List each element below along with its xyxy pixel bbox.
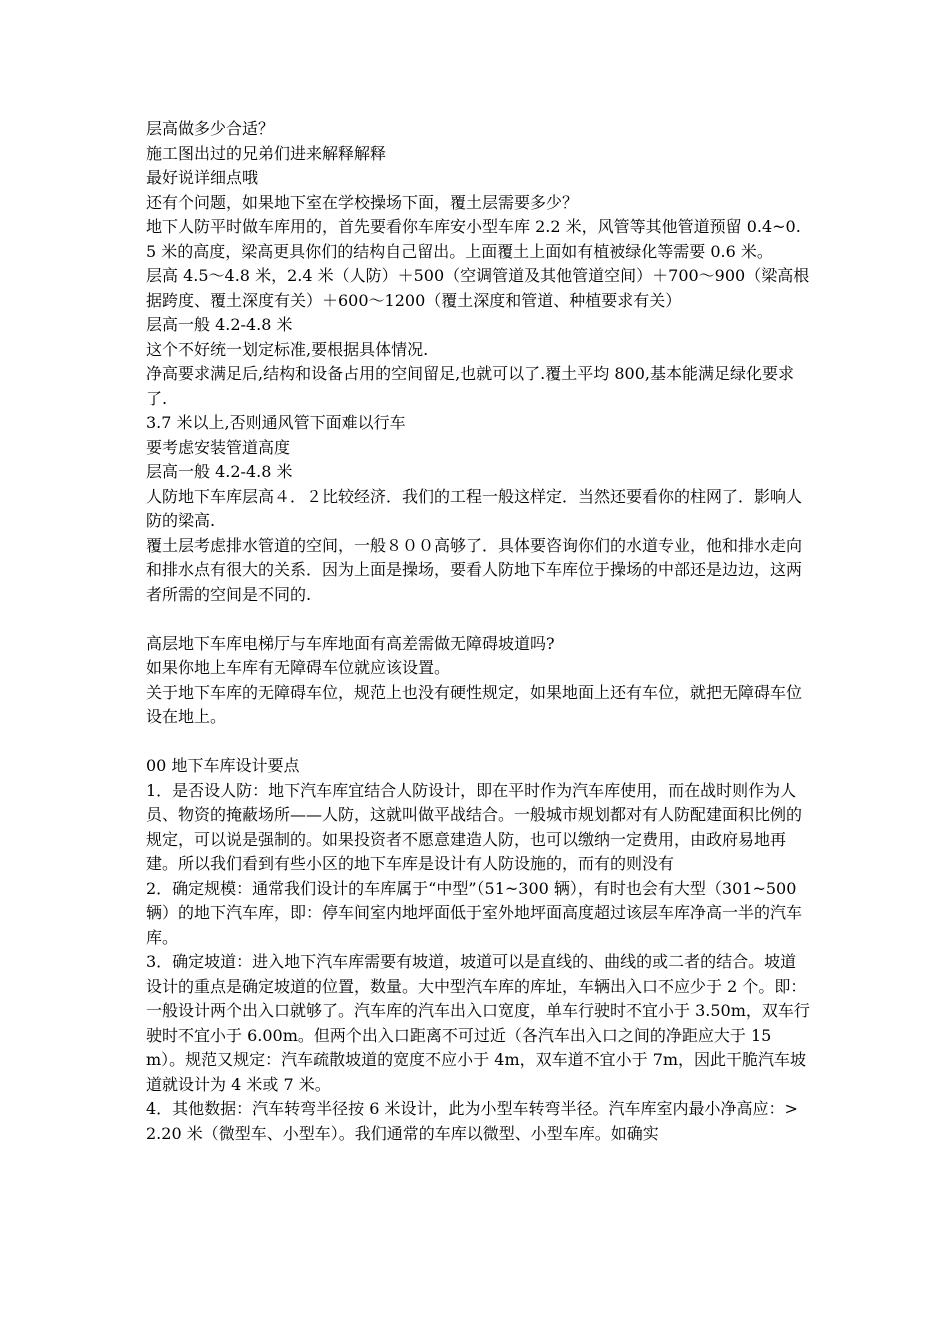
answer-paragraph: 关于地下车库的无障碍车位，规范上也没有硬性规定，如果地面上还有车位，就把无障碍车位设在地上。 bbox=[146, 682, 803, 726]
answer-paragraph: 3.7 米以上,否则通风管下面难以行车 bbox=[146, 413, 406, 432]
blank-line bbox=[146, 607, 810, 632]
answer-paragraph: 这个不好统一划定标准,要根据具体情况. bbox=[146, 339, 429, 359]
question-line: 最好说详细点哦 bbox=[146, 168, 259, 187]
list-item: 3．确定坡道：进入地下汽车库需要有坡道，坡道可以是直线的、曲线的或二者的结合。坡道设计的重点是确定坡道的位置，数量。大中型汽车库的库址，车辆出入口不应少于 2 个。即：一般设计两个出入口就够了。汽车库的汽车出入口宽度，单车行驶时不宜小于 3.50m，双车行驶时不宜小于 6.00m。但两个出入口距离不可过近（各汽车出入口之间的净距应大于 15m）。规范又规定：汽车疏散坡道的宽度不应小于 4m，双车道不宜小于 7m，因此干脆汽车坡道就设计为 4 米或 7 米。 bbox=[146, 952, 810, 1094]
answer-paragraph: 地下人防平时做车库用的，首先要看你车库安小型车库 2.2 米，风管等其他管道预留 0.4~0.5 米的高度，梁高更具你们的结构自己留出。上面覆土上面如有植被绿化等需要 0.6 米。 bbox=[146, 217, 801, 261]
question-title: 层高做多少合适？ bbox=[146, 119, 275, 138]
blank-line bbox=[146, 730, 810, 755]
answer-paragraph: 层高一般 4.2-4.8 米 bbox=[146, 462, 293, 481]
list-item: 2．确定规模：通常我们设计的车库属于“中型”（51~300 辆），有时也会有大型（301~500 辆）的地下汽车库，即：停车间室内地坪面低于室外地坪面高度超过该层车库净高一半的汽车库。 bbox=[146, 878, 803, 947]
list-item: 4．其他数据：汽车转弯半径按 6 米设计，此为小型车转弯半径。汽车库室内最小净高应：>2.20 米（微型车、小型车）。我们通常的车库以微型、小型车库。如确实 bbox=[146, 1099, 798, 1143]
answer-paragraph: 层高一般 4.2-4.8 米 bbox=[146, 315, 293, 334]
question-line: 施工图出过的兄弟们进来解释解释 bbox=[146, 143, 387, 163]
question-line: 高层地下车库电梯厅与车库地面有高差需做无障碍坡道吗? bbox=[146, 633, 555, 653]
answer-paragraph: 人防地下车库层高４．２比较经济．我们的工程一般这样定．当然还要看你的柱网了．影响人防的梁高. bbox=[146, 486, 803, 530]
answer-paragraph: 要考虑安装管道高度 bbox=[146, 437, 291, 457]
answer-paragraph: 层高 4.5～4.8 米，2.4 米（人防）＋500（空调管道及其他管道空间）＋700～900（梁高根据跨度、覆土深度有关）＋600～1200（覆土深度和管道、种植要求有关） bbox=[146, 266, 810, 310]
answer-paragraph: 覆土层考虑排水管道的空间，一般８００高够了．具体要咨询你们的水道专业，他和排水走向和排水点有很大的关系．因为上面是操场，要看人防地下车库位于操场的中部还是边边，这两者所需的空间是不同的. bbox=[146, 535, 803, 604]
list-item: 1．是否设人防：地下汽车库宜结合人防设计，即在平时作为汽车库使用，而在战时则作为人员、物资的掩蔽场所——人防，这就叫做平战结合。一般城市规划都对有人防配建面积比例的规定，可以说是强制的。如果投资者不愿意建造人防，也可以缴纳一定费用，由政府易地再建。所以我们看到有些小区的地下车库是设计有人防设施的，而有的则没有 bbox=[146, 780, 803, 873]
section-heading: 00 地下车库设计要点 bbox=[146, 756, 300, 775]
question-line: 还有个问题，如果地下室在学校操场下面，覆土层需要多少？ bbox=[146, 192, 579, 212]
answer-paragraph: 如果你地上车库有无障碍车位就应该设置。 bbox=[146, 658, 451, 677]
document-page bbox=[146, 117, 810, 1146]
answer-paragraph: 净高要求满足后,结构和设备占用的空间留足,也就可以了.覆土平均 800,基本能满足绿化要求了. bbox=[146, 364, 794, 408]
